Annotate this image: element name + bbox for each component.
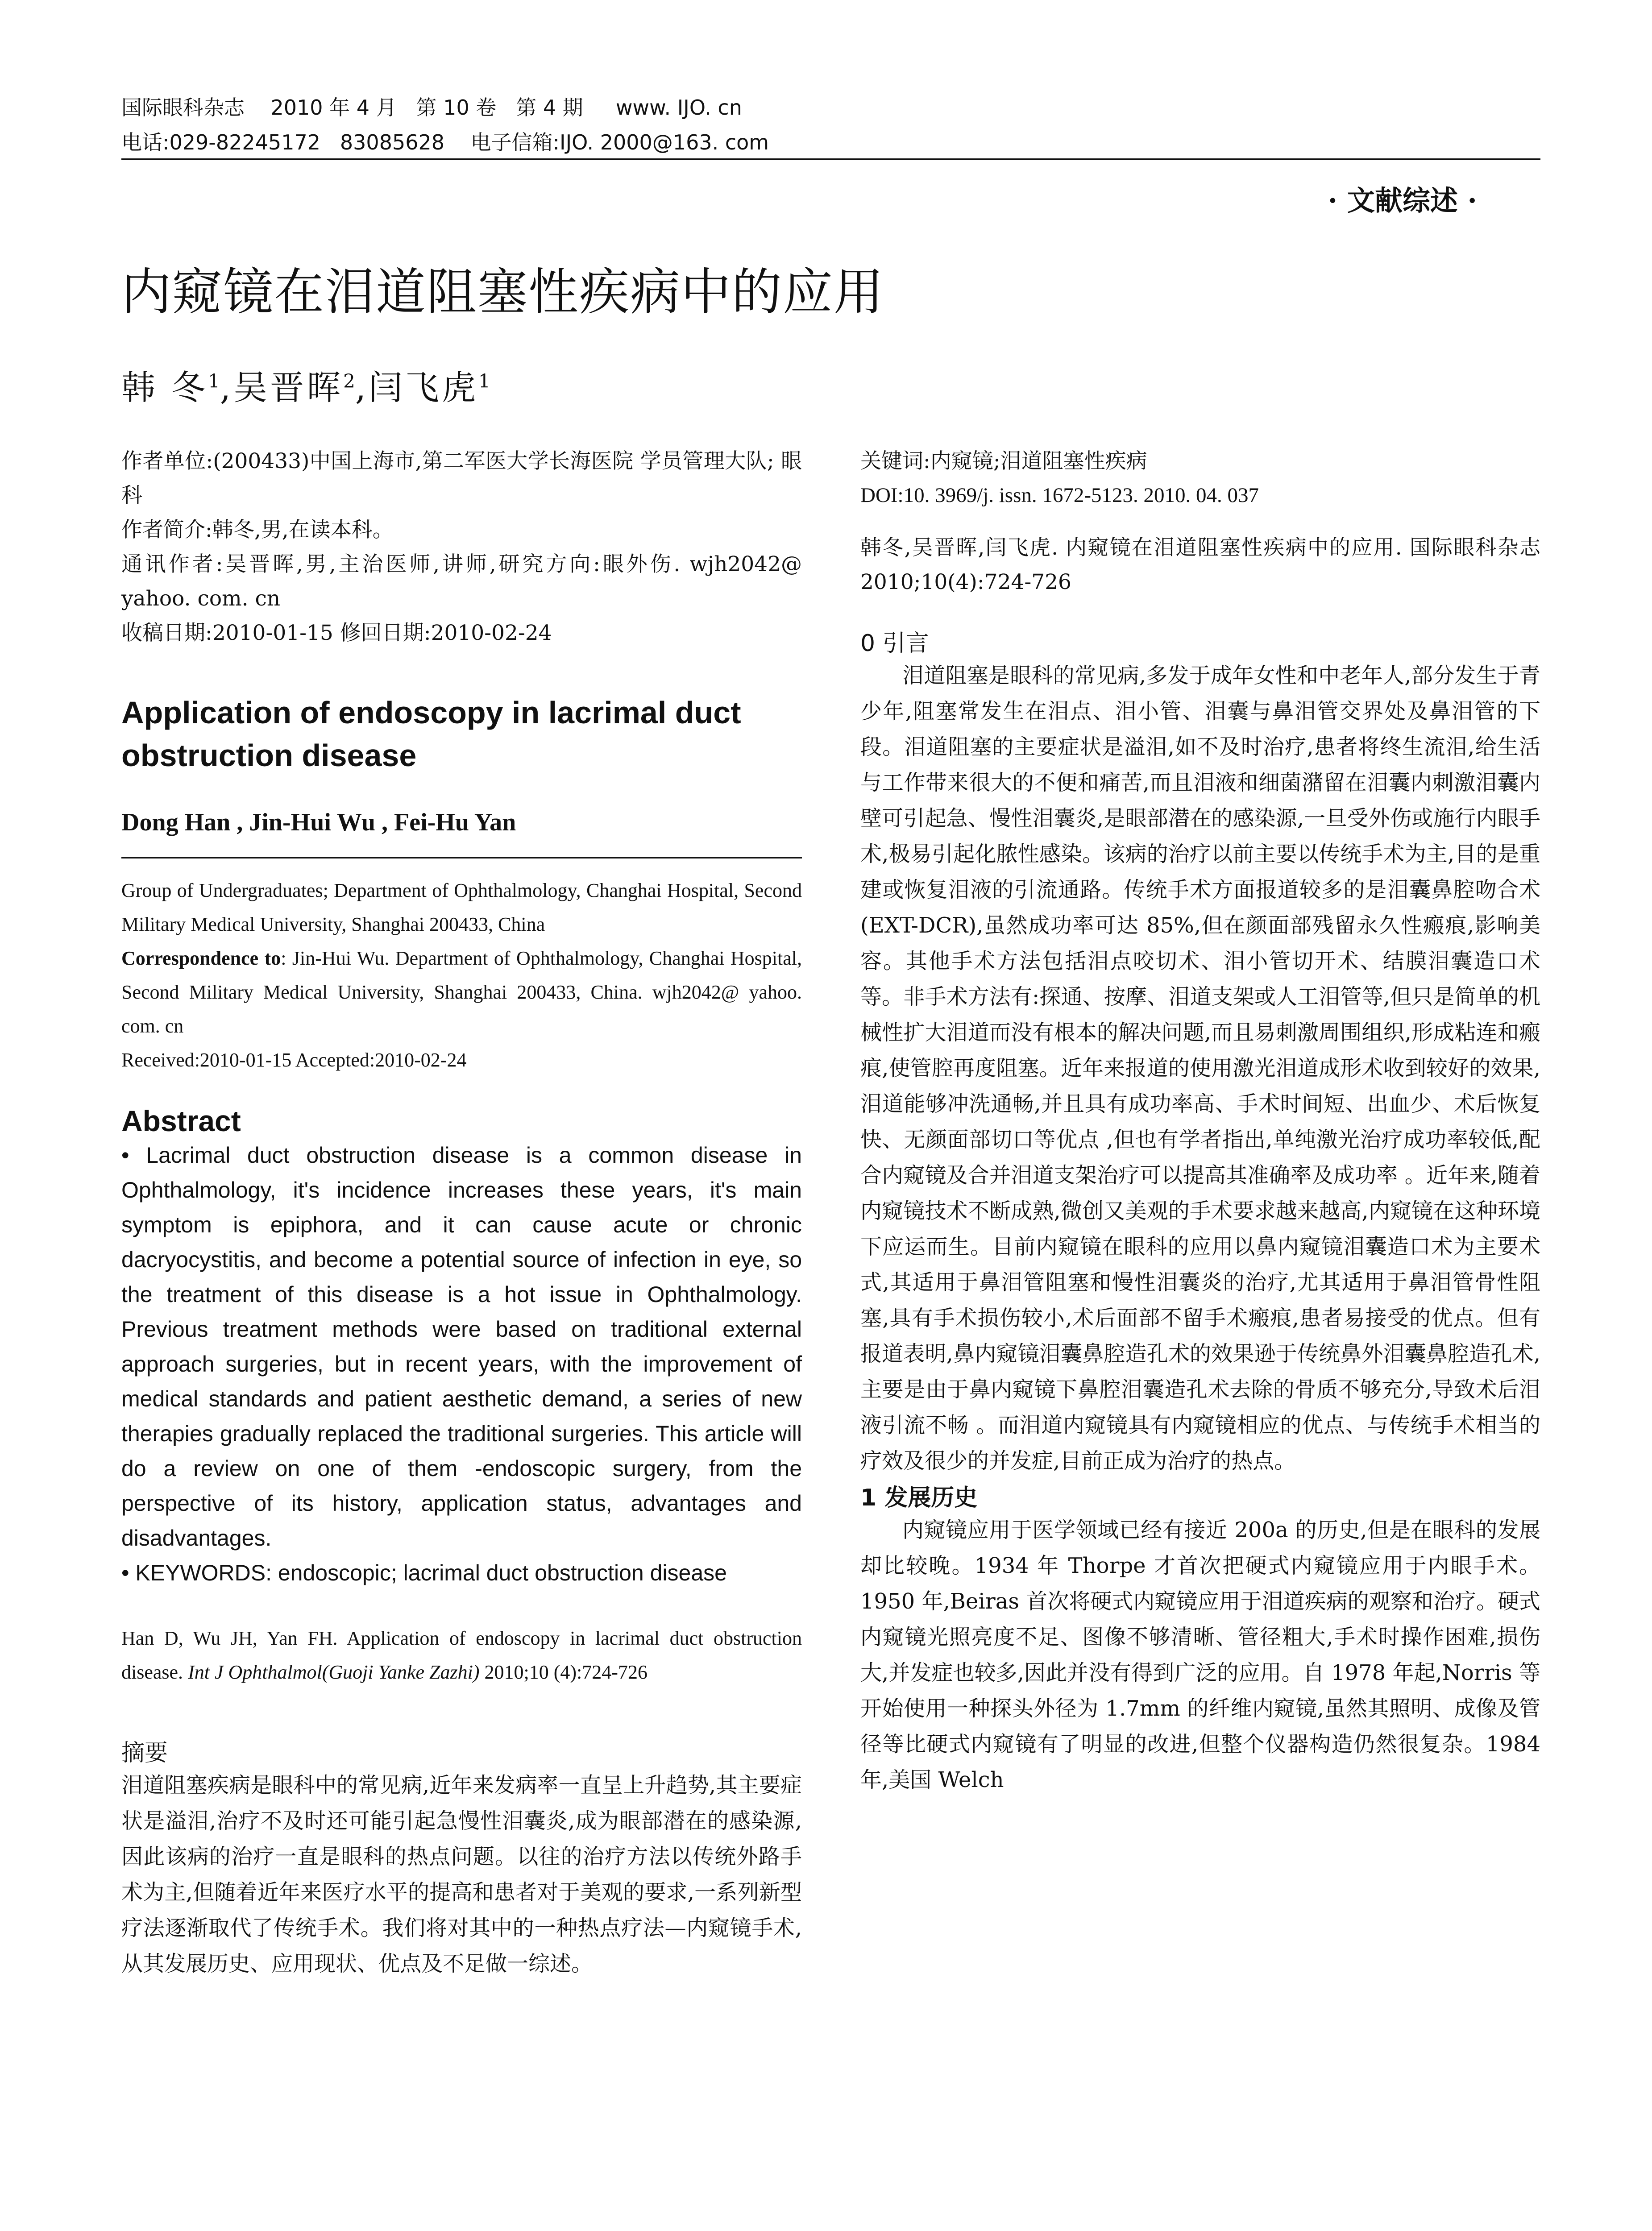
received-dates: 收稿日期:2010-01-15 修回日期:2010-02-24 [121, 621, 552, 645]
author-bio: 作者简介:韩冬,男,在读本科。 [121, 518, 394, 542]
author-affiliation: 作者单位:(200433)中国上海市,第二军医大学长海医院 学员管理大队; 眼科 [121, 449, 802, 508]
abstract-cn: 泪道阻塞疾病是眼科中的常见病,近年来发病率一直呈上升趋势,其主要症状是溢泪,治疗不及时还可能引起急慢性泪囊炎,成为眼部潜在的感染源,因此该病的治疗一直是眼科的热点问题。以往的治疗方法以传统外路手术为主,但随着近年来医疗水平的提高和患者对于美观的要求,一系列新型疗法逐渐取代了传统手术。我们将对其中的一种热点疗法—内窥镜手术,从其发展历史、应用现状、优点及不足做一综述。 [121, 1773, 802, 1976]
author-3: ,闫飞虎 [355, 368, 478, 407]
authors-cn [121, 361, 490, 409]
article-title-cn: 内窥镜在泪道阻塞性疾病中的应用 [121, 263, 884, 321]
journal-header-line2: 电话:029-82245172 83085628 电子信箱:IJO. 2000@163. com [121, 130, 769, 154]
citation-cn: 韩冬,吴晋晖,闫飞虎. 内窥镜在泪道阻塞性疾病中的应用. 国际眼科杂志 2010;10(4):724-726 [860, 535, 1540, 594]
keywords-en: • KEYWORDS: endoscopic; lacrimal duct obstruction disease [121, 1560, 727, 1585]
corresponding-author: 通讯作者:吴晋晖,男,主治医师,讲师,研究方向:眼外伤. wjh2042@ yahoo. com. cn [121, 552, 802, 611]
author-2-sup: 2 [343, 370, 355, 392]
author-3-sup: 1 [478, 370, 490, 392]
section-1-heading: 1 发展历史 [860, 1485, 978, 1511]
abstract-en: • Lacrimal duct obstruction disease is a common disease in Ophthalmology, it's incidence increases these years, it's main symptom is epiphora, and it can cause acute or chronic dacryocystitis, and become a potential source of infection in eye, so the treatment of this disease is a hot issue in Ophthalmology. Previous treatment methods were based on traditional external approach surgeries, but in recent years, with the improvement of medical standards and patient aesthetic demand, a series of new therapies gradually replaced the traditional surgeries. This article will do a review on one of them -endoscopic surgery, from the perspective of its history, application status, advantages and disadvantages. [121, 1143, 802, 1551]
correspondence-en: Correspondence to: Jin-Hui Wu. Department of Ophthalmology, Changhai Hospital, Second Military Medical University, Shanghai 200433, China. wjh2042@ yahoo. com. cn [121, 947, 802, 1037]
header-rule [121, 158, 1540, 160]
citation-en: Han D, Wu JH, Yan FH. Application of endoscopy in lacrimal duct obstruction disease. Int J Ophthalmol(Guoji Yanke Zazhi) 2010;10 (4):724-726 [121, 1627, 802, 1683]
section-1-text: 内窥镜应用于医学领域已经有接近 200a 的历史,但是在眼科的发展却比较晚。1934 年 Thorpe 才首次把硬式内窥镜应用于内眼手术。1950 年,Beiras 首次将硬式内窥镜应用于泪道疾病的观察和治疗。硬式内窥镜光照亮度不足、图像不够清晰、管径粗大,手术时操作困难,损伤大,并发症也较多,因此并没有得到广泛的应用。自 1978 年起,Norris 等开始使用一种探头外径为 1.7mm 的纤维内窥镜,虽然其照明、成像及管径等比硬式内窥镜有了明显的改进,但整个仪器构造仍然很复杂。1984 年,美国 Welch [860, 1518, 1540, 1792]
author-1: 韩 冬 [121, 368, 208, 407]
authors-en: Dong Han , Jin-Hui Wu , Fei-Hu Yan [121, 809, 516, 836]
author-1-sup: 1 [208, 370, 220, 392]
doi: DOI:10. 3969/j. issn. 1672-5123. 2010. 04. 037 [860, 484, 1259, 507]
abstract-heading: Abstract [121, 1104, 241, 1137]
right-column [860, 444, 1540, 1798]
section-0-text: 泪道阻塞是眼科的常见病,多发于成年女性和中老年人,部分发生于青少年,阻塞常发生在泪点、泪小管、泪囊与鼻泪管交界处及鼻泪管的下段。泪道阻塞的主要症状是溢泪,如不及时治疗,患者将终生流泪,给生活与工作带来很大的不便和痛苦,而且泪液和细菌潴留在泪囊内刺激泪囊内壁可引起急、慢性泪囊炎,是眼部潜在的感染源,一旦受外伤或施行内眼手术,极易引起化脓性感染。该病的治疗以前主要以传统手术为主,目的是重建或恢复泪液的引流通路。传统手术方面报道较多的是泪囊鼻腔吻合术(EXT-DCR),虽然成功率可达 85%,但在颜面部残留永久性瘢痕,影响美容。其他手术方法包括泪点咬切术、泪小管切开术、结膜泪囊造口术等。非手术方法有:探通、按摩、泪道支架或人工泪管等,但只是简单的机械性扩大泪道而没有根本的解决问题,而且易刺激周围组织,形成粘连和瘢痕,使管腔再度阻塞。近年来报道的使用激光泪道成形术收到较好的效果,泪道能够冲洗通畅,并且具有成功率高、手术时间短、出血少、术后恢复快、无颜面部切口等优点 ,但也有学者指出,单纯激光治疗成功率较低,配合内窥镜及合并泪道支架治疗可以提高其准确率及成功率 。近年来,随着内窥镜技术不断成熟,微创又美观的手术要求越来越高,内窥镜在这种环境下应运而生。目前内窥镜在眼科的应用以鼻内窥镜泪囊造口术为主要术式,其适用于鼻泪管阻塞和慢性泪囊炎的治疗,尤其适用于鼻泪管骨性阻塞,具有手术损伤较小,术后面部不留手术瘢痕,患者易接受的优点。但有报道表明,鼻内窥镜泪囊鼻腔造孔术的效果逊于传统鼻外泪囊鼻腔造孔术,主要是由于鼻内窥镜下鼻腔泪囊造孔术去除的骨质不够充分,导致术后泪液引流不畅 。而泪道内窥镜具有内窥镜相应的优点、与传统手术相当的疗效及很少的并发症,目前正成为治疗的热点。 [860, 663, 1540, 1473]
keywords-cn: 关键词:内窥镜;泪道阻塞性疾病 [860, 449, 1147, 473]
abstract-cn-heading: 摘要 [121, 1740, 168, 1767]
section-tag: · 文献综述 · [1328, 184, 1477, 217]
affiliation-en: Group of Undergraduates; Department of Ophthalmology, Changhai Hospital, Second Military Medical University, Shanghai 200433, China [121, 879, 802, 935]
author-2: ,吴晋晖 [220, 368, 344, 407]
article-title-en: Application of endoscopy in lacrimal duct obstruction disease [121, 695, 741, 773]
journal-header-line1: 国际眼科杂志 2010 年 4 月 第 10 卷 第 4 期 www. IJO. cn [121, 95, 742, 120]
section-0-heading: 0 引言 [860, 630, 929, 657]
left-column [121, 444, 802, 1982]
dates-en: Received:2010-01-15 Accepted:2010-02-24 [121, 1049, 467, 1071]
